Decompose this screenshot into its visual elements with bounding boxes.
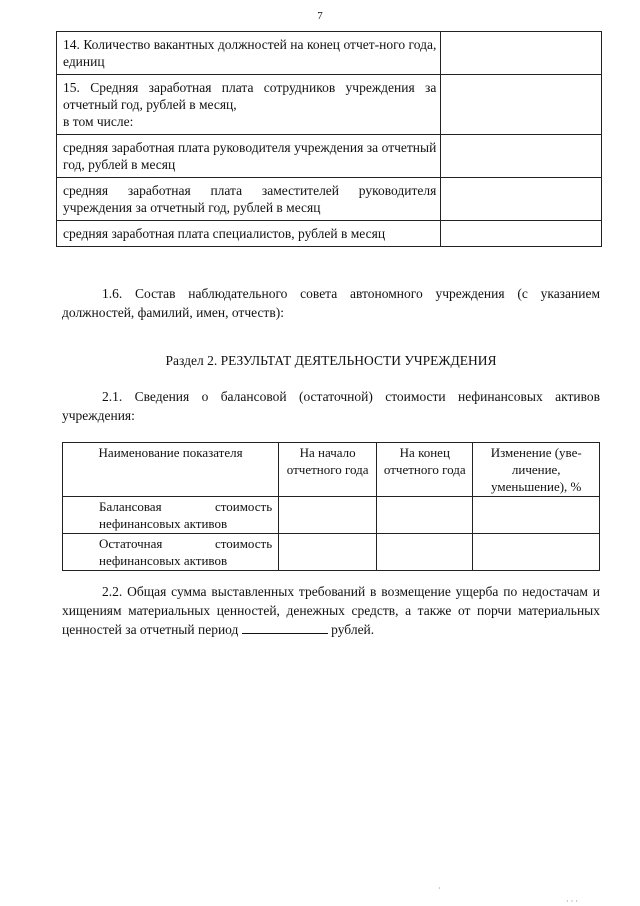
table-row <box>57 32 602 75</box>
table-row <box>63 497 600 534</box>
header-indicator-name: Наименование показателя <box>63 443 279 497</box>
table-header-row <box>63 443 600 497</box>
table-row <box>57 75 602 135</box>
cell-end <box>377 534 473 571</box>
salary-table <box>56 31 602 247</box>
amount-blank-line <box>242 621 328 634</box>
paragraph-2-2-text: 2.2. Общая сумма выставленных требований в возмещение ущерба по недостачам и хищениям материальных ценностей, денежных средств, а также от порчи материальных ценностей за отчетный период <box>62 584 600 637</box>
cell-start <box>279 534 377 571</box>
paragraph-1-6: 1.6. Состав наблюдательного совета автономного учреждения (с указанием должностей, фамилий, имен, отчеств): <box>62 286 600 320</box>
header-start-of-year: На начало отчетного года <box>279 443 377 497</box>
row-label-sub: в том числе: <box>63 114 134 129</box>
row-value-cell <box>441 135 602 178</box>
row-label: средняя заработная плата заместителей руководителя учреждения за отчетный год, рублей в месяц <box>57 178 441 221</box>
table-row <box>63 534 600 571</box>
row-label: Балансовая стоимость нефинансовых активов <box>63 497 279 534</box>
row-label: 15. Средняя заработная плата сотрудников учреждения за отчетный год, рублей в месяц, <box>63 80 437 112</box>
row-value-cell <box>441 178 602 221</box>
scan-mark: · · · <box>566 897 578 906</box>
cell-end <box>377 497 473 534</box>
assets-table <box>62 442 600 571</box>
header-change-percent: Изменение (уве-личение, уменьшение), % <box>473 443 600 497</box>
cell-change <box>473 534 600 571</box>
paragraph-2-2-unit: рублей. <box>331 622 375 637</box>
page-number: 7 <box>317 10 323 22</box>
row-label-cell <box>57 75 441 135</box>
row-value-cell <box>441 75 602 135</box>
row-value-cell <box>441 32 602 75</box>
table-row <box>57 221 602 247</box>
table-row <box>57 135 602 178</box>
cell-start <box>279 497 377 534</box>
cell-change <box>473 497 600 534</box>
row-label: средняя заработная плата руководителя учреждения за отчетный год, рублей в месяц <box>57 135 441 178</box>
row-value-cell <box>441 221 602 247</box>
paragraph-2-2 <box>62 582 600 639</box>
scan-mark: · <box>438 884 441 893</box>
section-2-title: Раздел 2. РЕЗУЛЬТАТ ДЕЯТЕЛЬНОСТИ УЧРЕЖДЕНИЯ <box>165 353 497 368</box>
row-label: Остаточная стоимость нефинансовых активов <box>63 534 279 571</box>
row-label: 14. Количество вакантных должностей на конец отчет-ного года, единиц <box>57 32 441 75</box>
table-row <box>57 178 602 221</box>
header-end-of-year: На конец отчетного года <box>377 443 473 497</box>
paragraph-2-1: 2.1. Сведения о балансовой (остаточной) стоимости нефинансовых активов учреждения: <box>62 389 600 423</box>
row-label: средняя заработная плата специалистов, рублей в месяц <box>57 221 441 247</box>
